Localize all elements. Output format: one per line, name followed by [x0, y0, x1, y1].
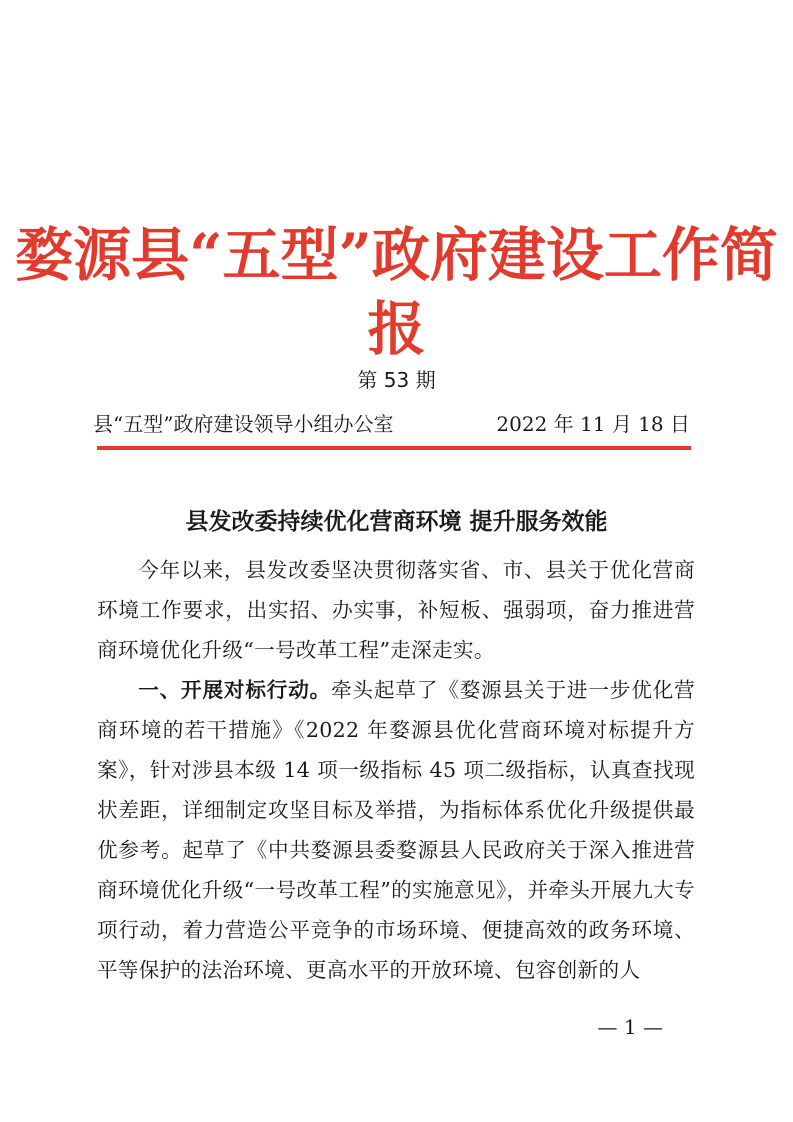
issue-number: 第 53 期	[357, 368, 436, 392]
article-body	[97, 550, 695, 990]
section-1-heading: 一、开展对标行动。	[138, 678, 332, 702]
red-divider-line	[97, 446, 691, 450]
issuing-office: 县“五型”政府建设领导小组办公室	[93, 412, 394, 436]
section-1-paragraph	[97, 670, 695, 990]
page-number: — 1 —	[597, 1015, 663, 1039]
bulletin-masthead-title: 婺源县“五型”政府建设工作简报	[15, 221, 778, 363]
section-1-body: 牵头起草了《婺源县关于进一步优化营商环境的若干措施》《2022 年婺源县优化营商环境对标提升方案》，针对涉县本级 14 项一级指标 45 项二级指标，认真查找现状差距，详细制定攻坚目标及举措，为指标体系优化升级提供最优参考。起草了《中共婺源县委婺源县人民政府关于深入推进营商环境优化升级“一号改革工程”的实施意见》，并牵头开展九大专项行动，着力营造公平竞争的市场环境、便捷高效的政务环境、平等保护的法治环境、更高水平的开放环境、包容创新的人	[97, 678, 695, 982]
intro-paragraph: 今年以来，县发改委坚决贯彻落实省、市、县关于优化营商环境工作要求，出实招、办实事，补短板、强弱项，奋力推进营商环境优化升级“一号改革工程”走深走实。	[97, 558, 695, 662]
issue-date: 2022 年 11 月 18 日	[496, 412, 690, 436]
article-title: 县发改委持续优化营商环境 提升服务效能	[185, 508, 608, 535]
